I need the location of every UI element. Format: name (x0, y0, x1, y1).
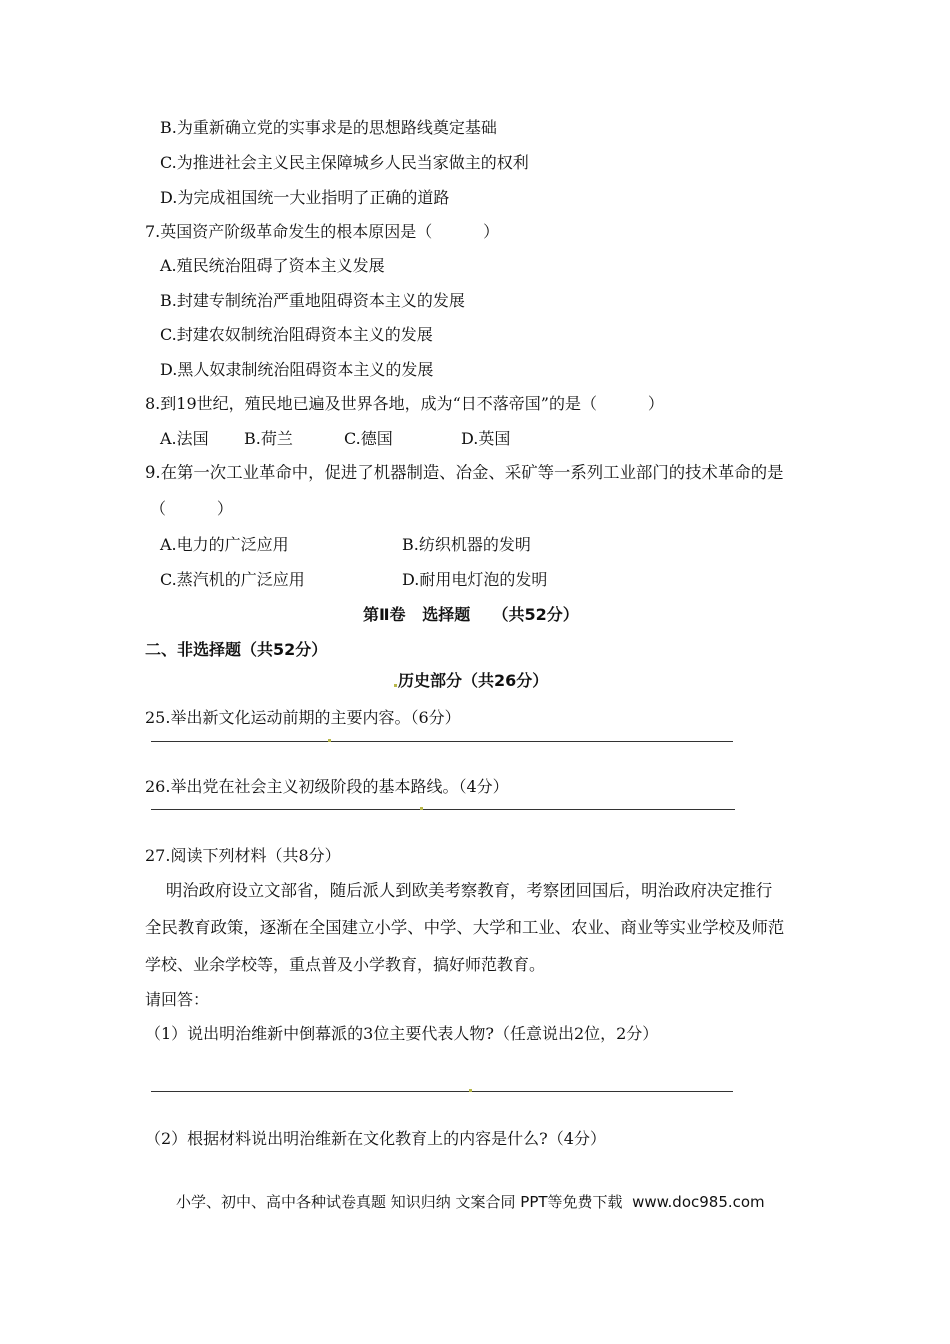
q7-option-a: A.殖民统治阻碍了资本主义发展 (160, 256, 385, 275)
q27-sub1: （1）说出明治维新中倒幕派的3位主要代表人物?（任意说出2位，2分） (145, 1024, 659, 1043)
q25-answer-line (151, 741, 733, 742)
q7-option-d: D.黑人奴隶制统治阻碍资本主义的发展 (160, 360, 434, 379)
page-footer: 小学、初中、高中各种试卷真题 知识归纳 文案合同 PPT等免费下载 www.doc985.com (176, 1193, 765, 1211)
q7-option-b: B.封建专制统治严重地阻碍资本主义的发展 (160, 291, 465, 310)
q8-stem: 8.到19世纪，殖民地已遍及世界各地，成为“日不落帝国”的是（ ） (145, 394, 664, 413)
q27-material-line1: 明治政府设立文部省，随后派人到欧美考察教育，考察团回国后，明治政府决定推行 (145, 881, 773, 900)
q6-option-c: C.为推进社会主义民主保障城乡人民当家做主的权利 (160, 153, 529, 172)
q9-answer-paren: （ ） (150, 499, 233, 518)
q6-option-d: D.为完成祖国统一大业指明了正确的道路 (160, 188, 450, 207)
q7-stem: 7.英国资产阶级革命发生的根本原因是（ ） (145, 222, 500, 241)
q26-answer-line (151, 809, 735, 810)
q8-option-d: D.英国 (461, 429, 511, 448)
mark-dot (328, 739, 331, 742)
q9-stem: 9.在第一次工业革命中，促进了机器制造、冶金、采矿等一系列工业部门的技术革命的是 (145, 463, 784, 482)
part2-heading: 二、非选择题（共52分） (145, 640, 328, 659)
q27-stem: 27.阅读下列材料（共8分） (145, 846, 341, 865)
q7-option-c: C.封建农奴制统治阻碍资本主义的发展 (160, 325, 433, 344)
q26-stem: 26.举出党在社会主义初级阶段的基本路线。（4分） (145, 777, 509, 796)
q8-option-b: B.荷兰 (244, 429, 293, 448)
q27-material-line3: 学校、业余学校等，重点普及小学教育，搞好师范教育。 (145, 955, 546, 974)
mark-dot (469, 1089, 472, 1092)
q25-stem: 25.举出新文化运动前期的主要内容。（6分） (145, 708, 461, 727)
q9-option-d: D.耐用电灯泡的发明 (402, 570, 548, 589)
q27-material-line2: 全民教育政策，逐渐在全国建立小学、中学、大学和工业、农业、商业等实业学校及师范 (145, 918, 785, 937)
mark-dot (394, 684, 397, 687)
q8-option-a: A.法国 (160, 429, 209, 448)
q6-option-b: B.为重新确立党的实事求是的思想路线奠定基础 (160, 118, 497, 137)
q9-option-a: A.电力的广泛应用 (160, 535, 289, 554)
q9-option-c: C.蒸汽机的广泛应用 (160, 570, 305, 589)
q27-prompt: 请回答： (145, 990, 210, 1009)
q8-option-c: C.德国 (344, 429, 393, 448)
q9-option-b: B.纺织机器的发明 (402, 535, 531, 554)
q27-sub2: （2）根据材料说出明治维新在文化教育上的内容是什么?（4分） (145, 1129, 606, 1148)
mark-dot (420, 807, 423, 810)
history-heading: 历史部分（共26分） (398, 671, 549, 690)
q27-sub1-answer-line (151, 1091, 733, 1092)
section2-title: 第Ⅱ卷 选择题 （共52分） (363, 605, 579, 624)
